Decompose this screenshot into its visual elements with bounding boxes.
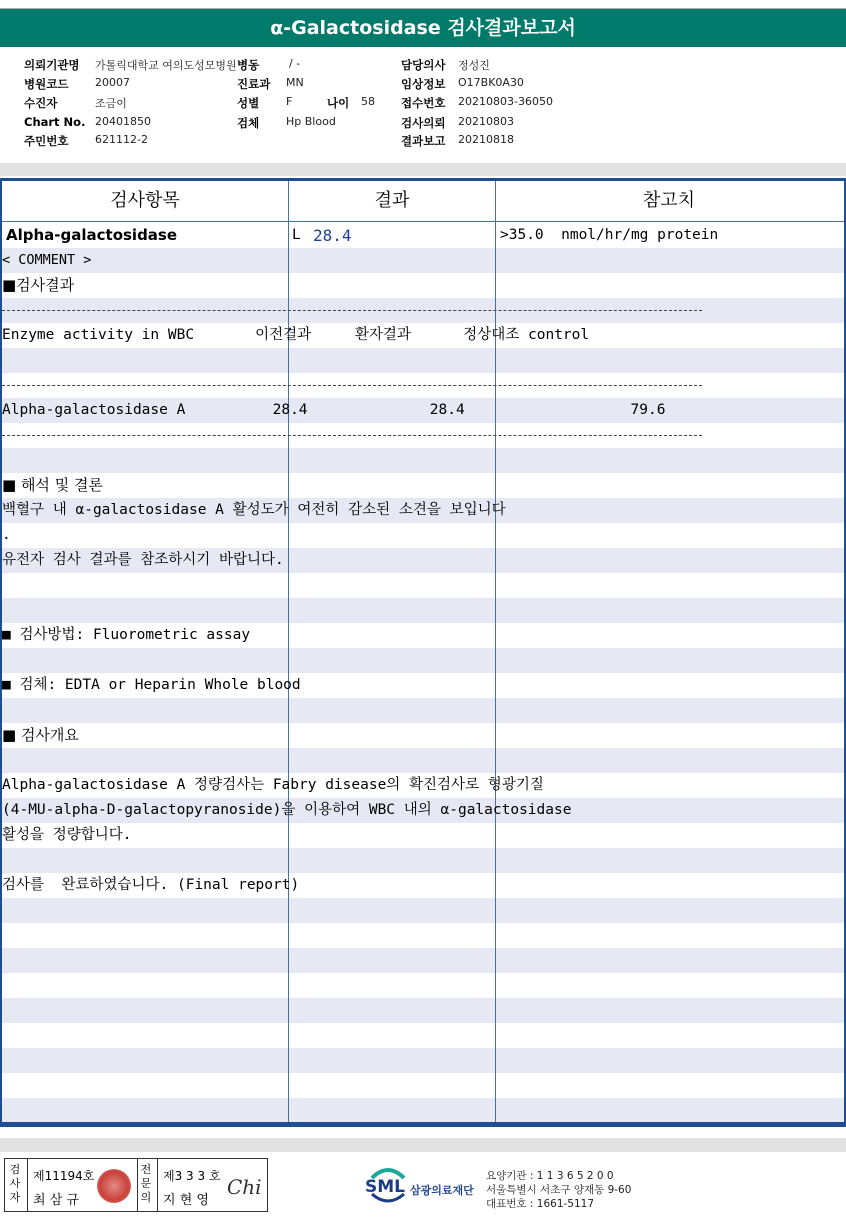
info-value: 58 (361, 95, 375, 108)
org-phone: 대표번호 : 1661-5117 (486, 1198, 595, 1210)
footer-divider (0, 1138, 846, 1152)
info-value: 가톨릭대학교 여의도성모병원 (95, 59, 237, 72)
info-value: 20007 (95, 76, 130, 89)
info-value: O17BK0A30 (458, 76, 524, 89)
doctor-name: 지 현 영 (163, 1193, 209, 1208)
column-header-reference: 참고치 (642, 190, 696, 211)
info-value: 621112-2 (95, 133, 148, 146)
section-result: ■검사결과 (2, 276, 75, 294)
info-label: 진료과 (237, 77, 271, 91)
test-name: Alpha-galactosidase (6, 226, 178, 244)
info-label: 결과보고 (401, 134, 446, 148)
info-label: 접수번호 (401, 96, 446, 110)
info-value: 20401850 (95, 115, 151, 128)
info-label: 성별 (237, 96, 260, 110)
final-report-line: 검사를 완료하였습니다. (Final report) (2, 877, 300, 893)
interpretation-line: 유전자 검사 결과를 참조하시기 바랍니다. (2, 552, 284, 568)
info-label: 병동 (237, 58, 260, 72)
overview-line: (4-MU-alpha-D-galactopyranoside)을 이용하여 WBC 내의 α-galactosidase (2, 802, 572, 818)
result-flag: L (292, 227, 301, 243)
dash-line (2, 310, 702, 311)
info-label: 검사의뢰 (401, 116, 446, 130)
column-header-result: 결과 (374, 190, 410, 211)
info-label: 담당의사 (401, 58, 446, 72)
info-value: Hp Blood (286, 115, 336, 128)
examiner-name: 최 삼 규 (33, 1193, 79, 1208)
divider (0, 163, 846, 176)
section-interpretation: ■ 해석 및 결론 (2, 476, 103, 494)
interpretation-line: 백혈구 내 α-galactosidase A 활성도가 여전히 감소된 소견을 보입니다 (2, 502, 506, 518)
info-label: Chart No. (24, 115, 86, 129)
patient-info (0, 50, 846, 162)
enzyme-header-row: Enzyme activity in WBC 이전결과 환자결과 정상대조 control (2, 327, 590, 343)
info-value: 정성진 (458, 59, 490, 72)
info-value: MN (286, 76, 304, 89)
examiner-number: 제11194호 (33, 1169, 95, 1183)
results-table (0, 178, 846, 1127)
examiner-label: 검사자 (9, 1163, 21, 1204)
info-label: 주민번호 (24, 134, 69, 148)
info-label: 병원코드 (24, 77, 69, 91)
method-line: ■ 검사방법: Fluorometric assay (2, 627, 251, 643)
reference-range: >35.0 nmol/hr/mg protein (500, 227, 719, 243)
specimen-line: ■ 검체: EDTA or Heparin Whole blood (2, 677, 301, 693)
org-name: 삼광의료재단 (410, 1184, 474, 1197)
info-label: 임상정보 (401, 77, 446, 91)
logo-text: SML (365, 1177, 405, 1197)
overview-line: 활성을 정량합니다. (2, 827, 132, 843)
interpretation-line: . (2, 527, 11, 543)
seal-stamp-icon (97, 1169, 131, 1203)
info-value: / - (289, 57, 301, 70)
column-header-test: 검사항목 (110, 190, 180, 211)
section-overview: ■ 검사개요 (2, 726, 79, 744)
dash-line (2, 385, 702, 386)
org-address: 서울특별시 서초구 양재동 9-60 (486, 1184, 632, 1196)
info-value: 20210818 (458, 133, 514, 146)
doctor-number: 제3 3 3 호 (163, 1169, 221, 1183)
header-divider (2, 221, 844, 222)
comment-label: < COMMENT > (2, 252, 92, 268)
overview-line: Alpha-galactosidase A 정량검사는 Fabry disease의 확진검사로 형광기질 (2, 777, 544, 793)
report-title: α-Galactosidase 검사결과보고서 (0, 8, 846, 47)
info-label: 의뢰기관명 (24, 58, 80, 72)
result-value: 28.4 (313, 226, 352, 245)
doctor-label: 전문의 (140, 1163, 152, 1204)
info-label: 수진자 (24, 96, 58, 110)
org-code: 요양기관 : 1 1 3 6 5 2 0 0 (486, 1170, 614, 1182)
info-label: 검체 (237, 116, 260, 130)
info-value: 20210803 (458, 115, 514, 128)
enzyme-data-row: Alpha-galactosidase A 28.4 28.4 79.6 (2, 402, 666, 418)
info-value: 20210803-36050 (458, 95, 553, 108)
info-value: F (286, 95, 293, 108)
info-label: 나이 (327, 96, 350, 110)
info-value: 조금이 (95, 97, 127, 110)
signature-box (4, 1158, 268, 1212)
dash-line (2, 435, 702, 436)
signature: Chi (227, 1175, 262, 1199)
